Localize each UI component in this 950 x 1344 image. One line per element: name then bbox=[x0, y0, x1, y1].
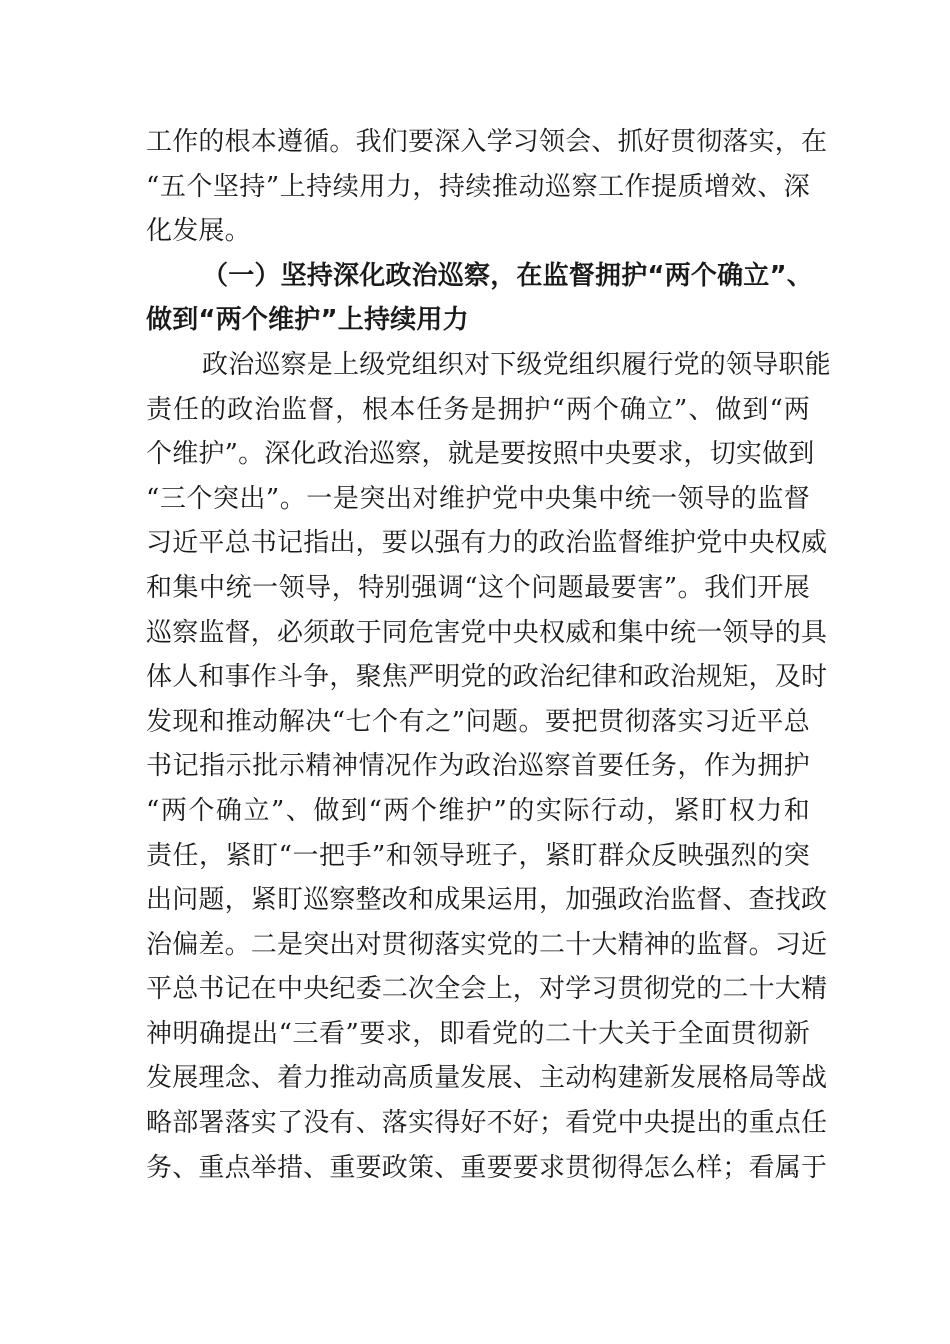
text-line: 责任的政治监督，根本任务是拥护“两个确立”、做到“两 bbox=[146, 394, 810, 425]
text-line: 工作的根本遵循。我们要深入学习领会、抓好贯彻落实，在 bbox=[146, 127, 828, 157]
text-line: 个维护”。深化政治巡察，就是要按照中央要求，切实做到 bbox=[146, 439, 815, 470]
text-line: 书记指示批示精神情况作为政治巡察首要任务，作为拥护 bbox=[146, 751, 810, 782]
text-line: 出问题，紧盯巡察整改和成果运用，加强政治监督、查找政 bbox=[146, 885, 828, 916]
heading-line: 做到“两个维护”上持续用力 bbox=[146, 305, 469, 336]
text-line: 巡察监督，必须敢于同危害党中央权威和集中统一领导的具 bbox=[146, 617, 828, 648]
text-line: 治偏差。二是突出对贯彻落实党的二十大精神的监督。习近 bbox=[146, 929, 828, 960]
text-line: 化发展。 bbox=[146, 216, 251, 247]
document-body bbox=[146, 120, 831, 1190]
text-line: 发展理念、着力推动高质量发展、主动构建新发展格局等战 bbox=[146, 1063, 828, 1094]
text-line: “三个突出”。一是突出对维护党中央集中统一领导的监督 bbox=[146, 483, 810, 514]
text-line: 务、重点举措、重要政策、重要要求贯彻得怎么样；看属于 bbox=[146, 1152, 828, 1183]
text-line: “五个坚持”上持续用力，持续推动巡察工作提质增效、深 bbox=[146, 171, 810, 202]
section-heading bbox=[146, 254, 813, 343]
text-line: 责任，紧盯“一把手”和领导班子，紧盯群众反映强烈的突 bbox=[146, 840, 810, 871]
text-line: 政治巡察是上级党组织对下级党组织履行党的领导职能 bbox=[202, 349, 831, 380]
text-line: 体人和事作斗争，聚焦严明党的政治纪律和政治规矩，及时 bbox=[146, 662, 828, 693]
text-line: 和集中统一领导，特别强调“这个问题最要害”。我们开展 bbox=[146, 572, 810, 603]
text-line: 平总书记在中央纪委二次全会上，对学习贯彻党的二十大精 bbox=[146, 974, 828, 1005]
paragraph-intro bbox=[146, 120, 828, 254]
paragraph-body bbox=[146, 343, 831, 1190]
heading-line: （一）坚持深化政治巡察，在监督拥护“两个确立”、 bbox=[202, 260, 813, 291]
text-line: 略部署落实了没有、落实得好不好；看党中央提出的重点任 bbox=[146, 1108, 828, 1139]
text-line: “两个确立”、做到“两个维护”的实际行动，紧盯权力和 bbox=[146, 795, 810, 826]
text-line: 发现和推动解决“七个有之”问题。要把贯彻落实习近平总 bbox=[146, 706, 810, 737]
text-line: 神明确提出“三看”要求，即看党的二十大关于全面贯彻新 bbox=[146, 1018, 810, 1049]
text-line: 习近平总书记指出，要以强有力的政治监督维护党中央权威 bbox=[146, 528, 828, 559]
